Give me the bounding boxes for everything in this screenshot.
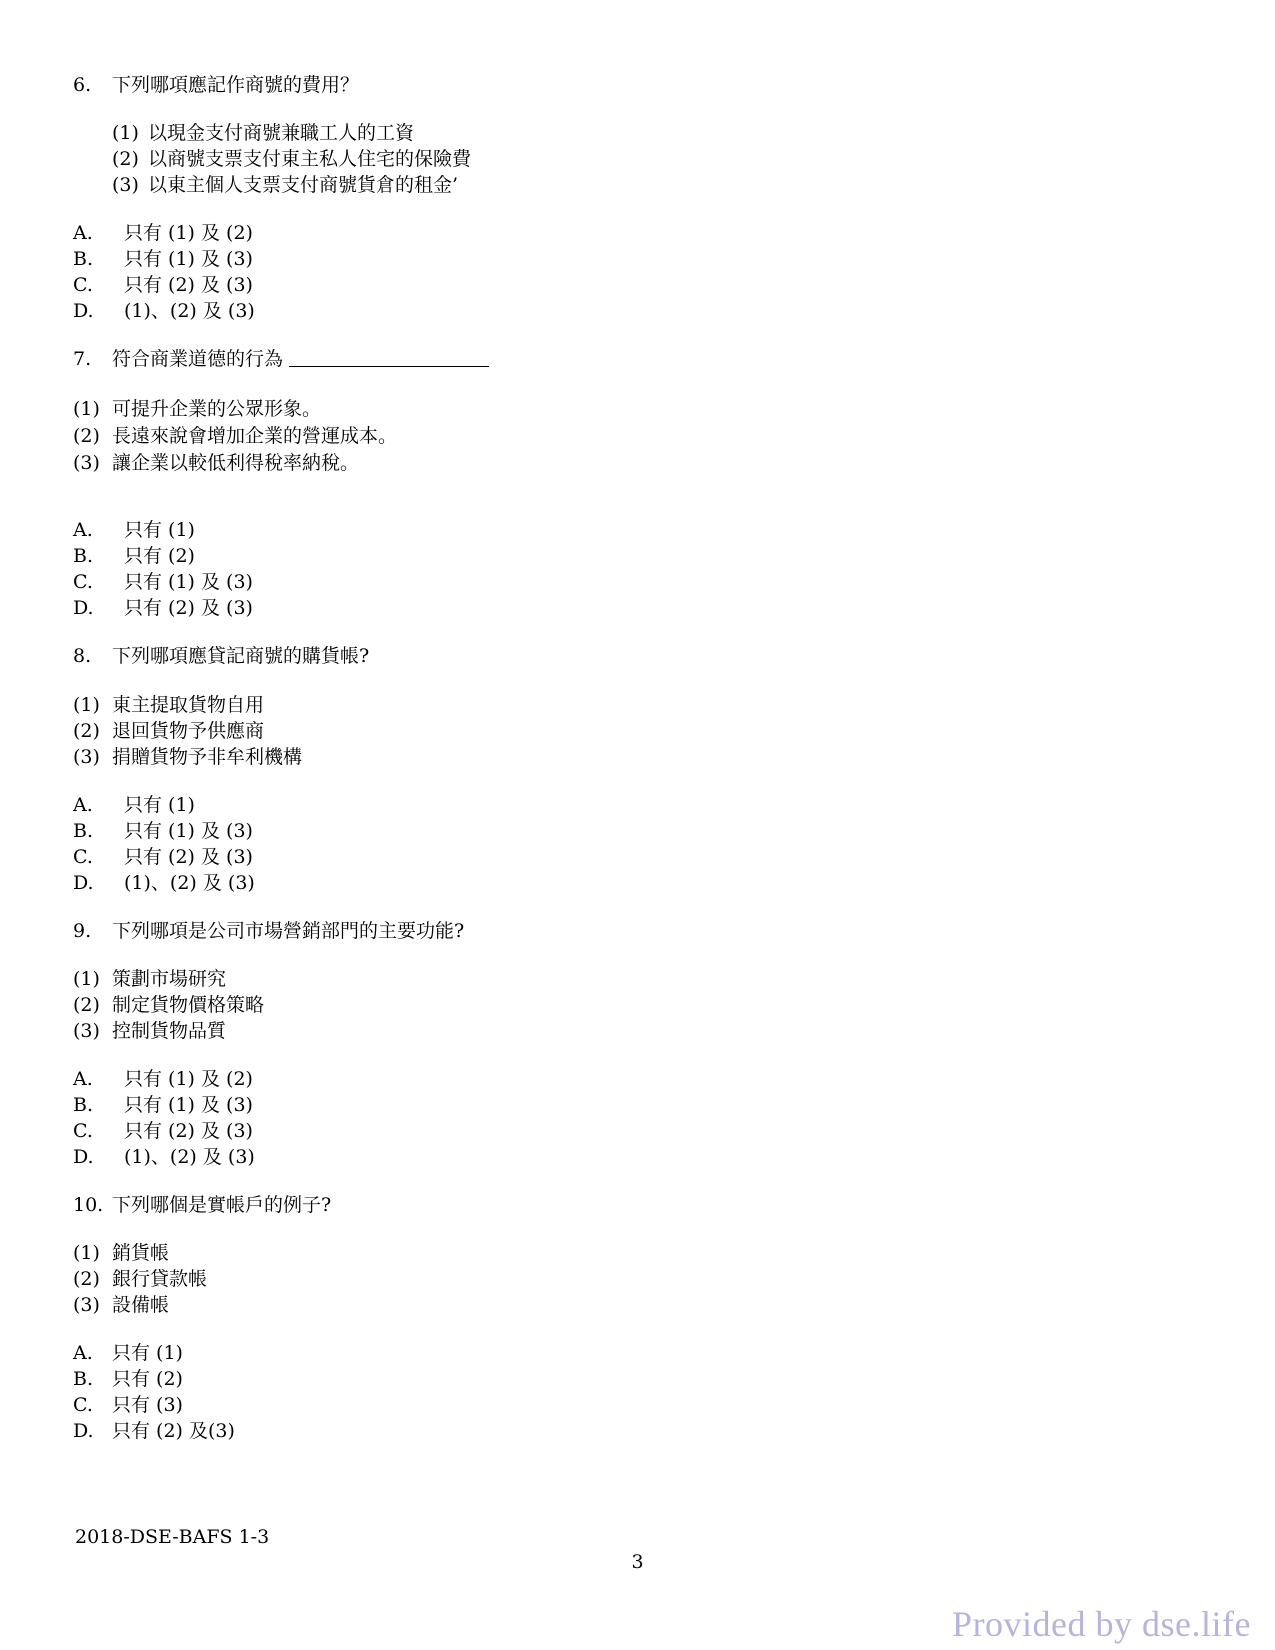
option-text: 只有 (2) 及 (3)	[124, 274, 253, 296]
option-text: 只有 (1)	[112, 1342, 183, 1364]
statement-number: (3)	[112, 174, 139, 196]
option-letter: D.	[73, 1146, 94, 1168]
option-letter: D.	[73, 1420, 94, 1442]
option-letter: B.	[73, 1368, 94, 1390]
option-text: (1)、(2) 及 (3)	[124, 872, 255, 894]
statement-text: 捐贈貨物予非牟利機構	[112, 746, 303, 768]
option-text: 只有 (1) 及 (3)	[124, 248, 253, 270]
statement-text: 銷貨帳	[112, 1242, 170, 1264]
statement-number: (1)	[73, 968, 100, 990]
statement-text: 東主提取貨物自用	[112, 694, 265, 716]
option-letter: C.	[73, 846, 93, 868]
option-text: 只有 (2)	[112, 1368, 183, 1390]
option-text: 只有 (2) 及 (3)	[124, 597, 253, 619]
paper-code: 2018-DSE-BAFS 1-3	[75, 1526, 270, 1548]
statement-text: 以東主個人支票支付商號貨倉的租金’	[148, 174, 459, 196]
question-number: 9.	[73, 920, 92, 942]
option-text: (1)、(2) 及 (3)	[124, 1146, 255, 1168]
statement-number: (2)	[73, 720, 100, 742]
fill-in-blank	[289, 348, 489, 367]
statement-text: 以現金支付商號兼職工人的工資	[148, 122, 415, 144]
statement-text: 策劃市場研究	[112, 968, 227, 990]
question-number: 8.	[73, 645, 92, 667]
statement-text: 長遠來說會增加企業的營運成本。	[112, 425, 398, 447]
option-letter: A.	[73, 794, 93, 816]
option-text: 只有 (3)	[112, 1394, 183, 1416]
option-letter: B.	[73, 248, 94, 270]
option-text: 只有 (1)	[124, 794, 195, 816]
statement-number: (1)	[73, 694, 100, 716]
option-letter: C.	[73, 1394, 93, 1416]
option-letter: D.	[73, 872, 94, 894]
option-text: 只有 (1)	[124, 519, 195, 541]
statement-text: 可提升企業的公眾形象。	[112, 398, 322, 420]
option-text: (1)、(2) 及 (3)	[124, 300, 255, 322]
option-letter: A.	[73, 222, 93, 244]
statement-number: (2)	[73, 1268, 100, 1290]
statement-number: (2)	[73, 425, 100, 447]
option-letter: B.	[73, 1094, 94, 1116]
statement-text: 退回貨物予供應商	[112, 720, 265, 742]
statement-number: (1)	[112, 122, 139, 144]
option-text: 只有 (2) 及 (3)	[124, 1120, 253, 1142]
statement-number: (2)	[73, 994, 100, 1016]
option-letter: D.	[73, 300, 94, 322]
statement-number: (3)	[73, 452, 100, 474]
option-text: 只有 (1) 及 (2)	[124, 222, 253, 244]
option-letter: B.	[73, 545, 94, 567]
watermark: Provided by dse.life	[952, 1604, 1251, 1644]
option-letter: C.	[73, 1120, 93, 1142]
option-text: 只有 (1) 及 (3)	[124, 820, 253, 842]
statement-text: 銀行貸款帳	[112, 1268, 208, 1290]
question-text-line	[112, 346, 489, 372]
question-text: 下列哪項應貸記商號的購貨帳?	[112, 645, 370, 667]
statement-text: 設備帳	[112, 1294, 170, 1316]
statement-text: 制定貨物價格策略	[112, 994, 265, 1016]
option-letter: C.	[73, 274, 93, 296]
statement-text: 控制貨物品質	[112, 1020, 227, 1042]
statement-number: (1)	[73, 398, 100, 420]
statement-number: (3)	[73, 746, 100, 768]
option-text: 只有 (1) 及 (2)	[124, 1068, 253, 1090]
option-letter: D.	[73, 597, 94, 619]
question-number: 6.	[73, 74, 92, 96]
question-text: 下列哪項應記作商號的費用？	[112, 74, 360, 96]
page-number: 3	[631, 1551, 644, 1573]
option-letter: A.	[73, 519, 93, 541]
statement-text: 以商號支票支付東主私人住宅的保險費	[148, 148, 472, 170]
statement-number: (3)	[73, 1020, 100, 1042]
option-letter: B.	[73, 820, 94, 842]
option-letter: A.	[73, 1342, 93, 1364]
question-text: 下列哪個是實帳戶的例子?	[112, 1194, 332, 1216]
statement-text: 讓企業以較低利得稅率納稅。	[112, 452, 360, 474]
statement-number: (2)	[112, 148, 139, 170]
option-letter: C.	[73, 571, 93, 593]
question-text: 符合商業道德的行為	[112, 348, 284, 370]
question-number: 7.	[73, 348, 92, 370]
option-text: 只有 (1) 及 (3)	[124, 1094, 253, 1116]
option-text: 只有 (2) 及 (3)	[124, 846, 253, 868]
option-text: 只有 (2) 及(3)	[112, 1420, 235, 1442]
option-letter: A.	[73, 1068, 93, 1090]
statement-number: (1)	[73, 1242, 100, 1264]
question-text: 下列哪項是公司市場營銷部門的主要功能?	[112, 920, 465, 942]
question-number: 10.	[73, 1194, 104, 1216]
option-text: 只有 (2)	[124, 545, 195, 567]
option-text: 只有 (1) 及 (3)	[124, 571, 253, 593]
statement-number: (3)	[73, 1294, 100, 1316]
